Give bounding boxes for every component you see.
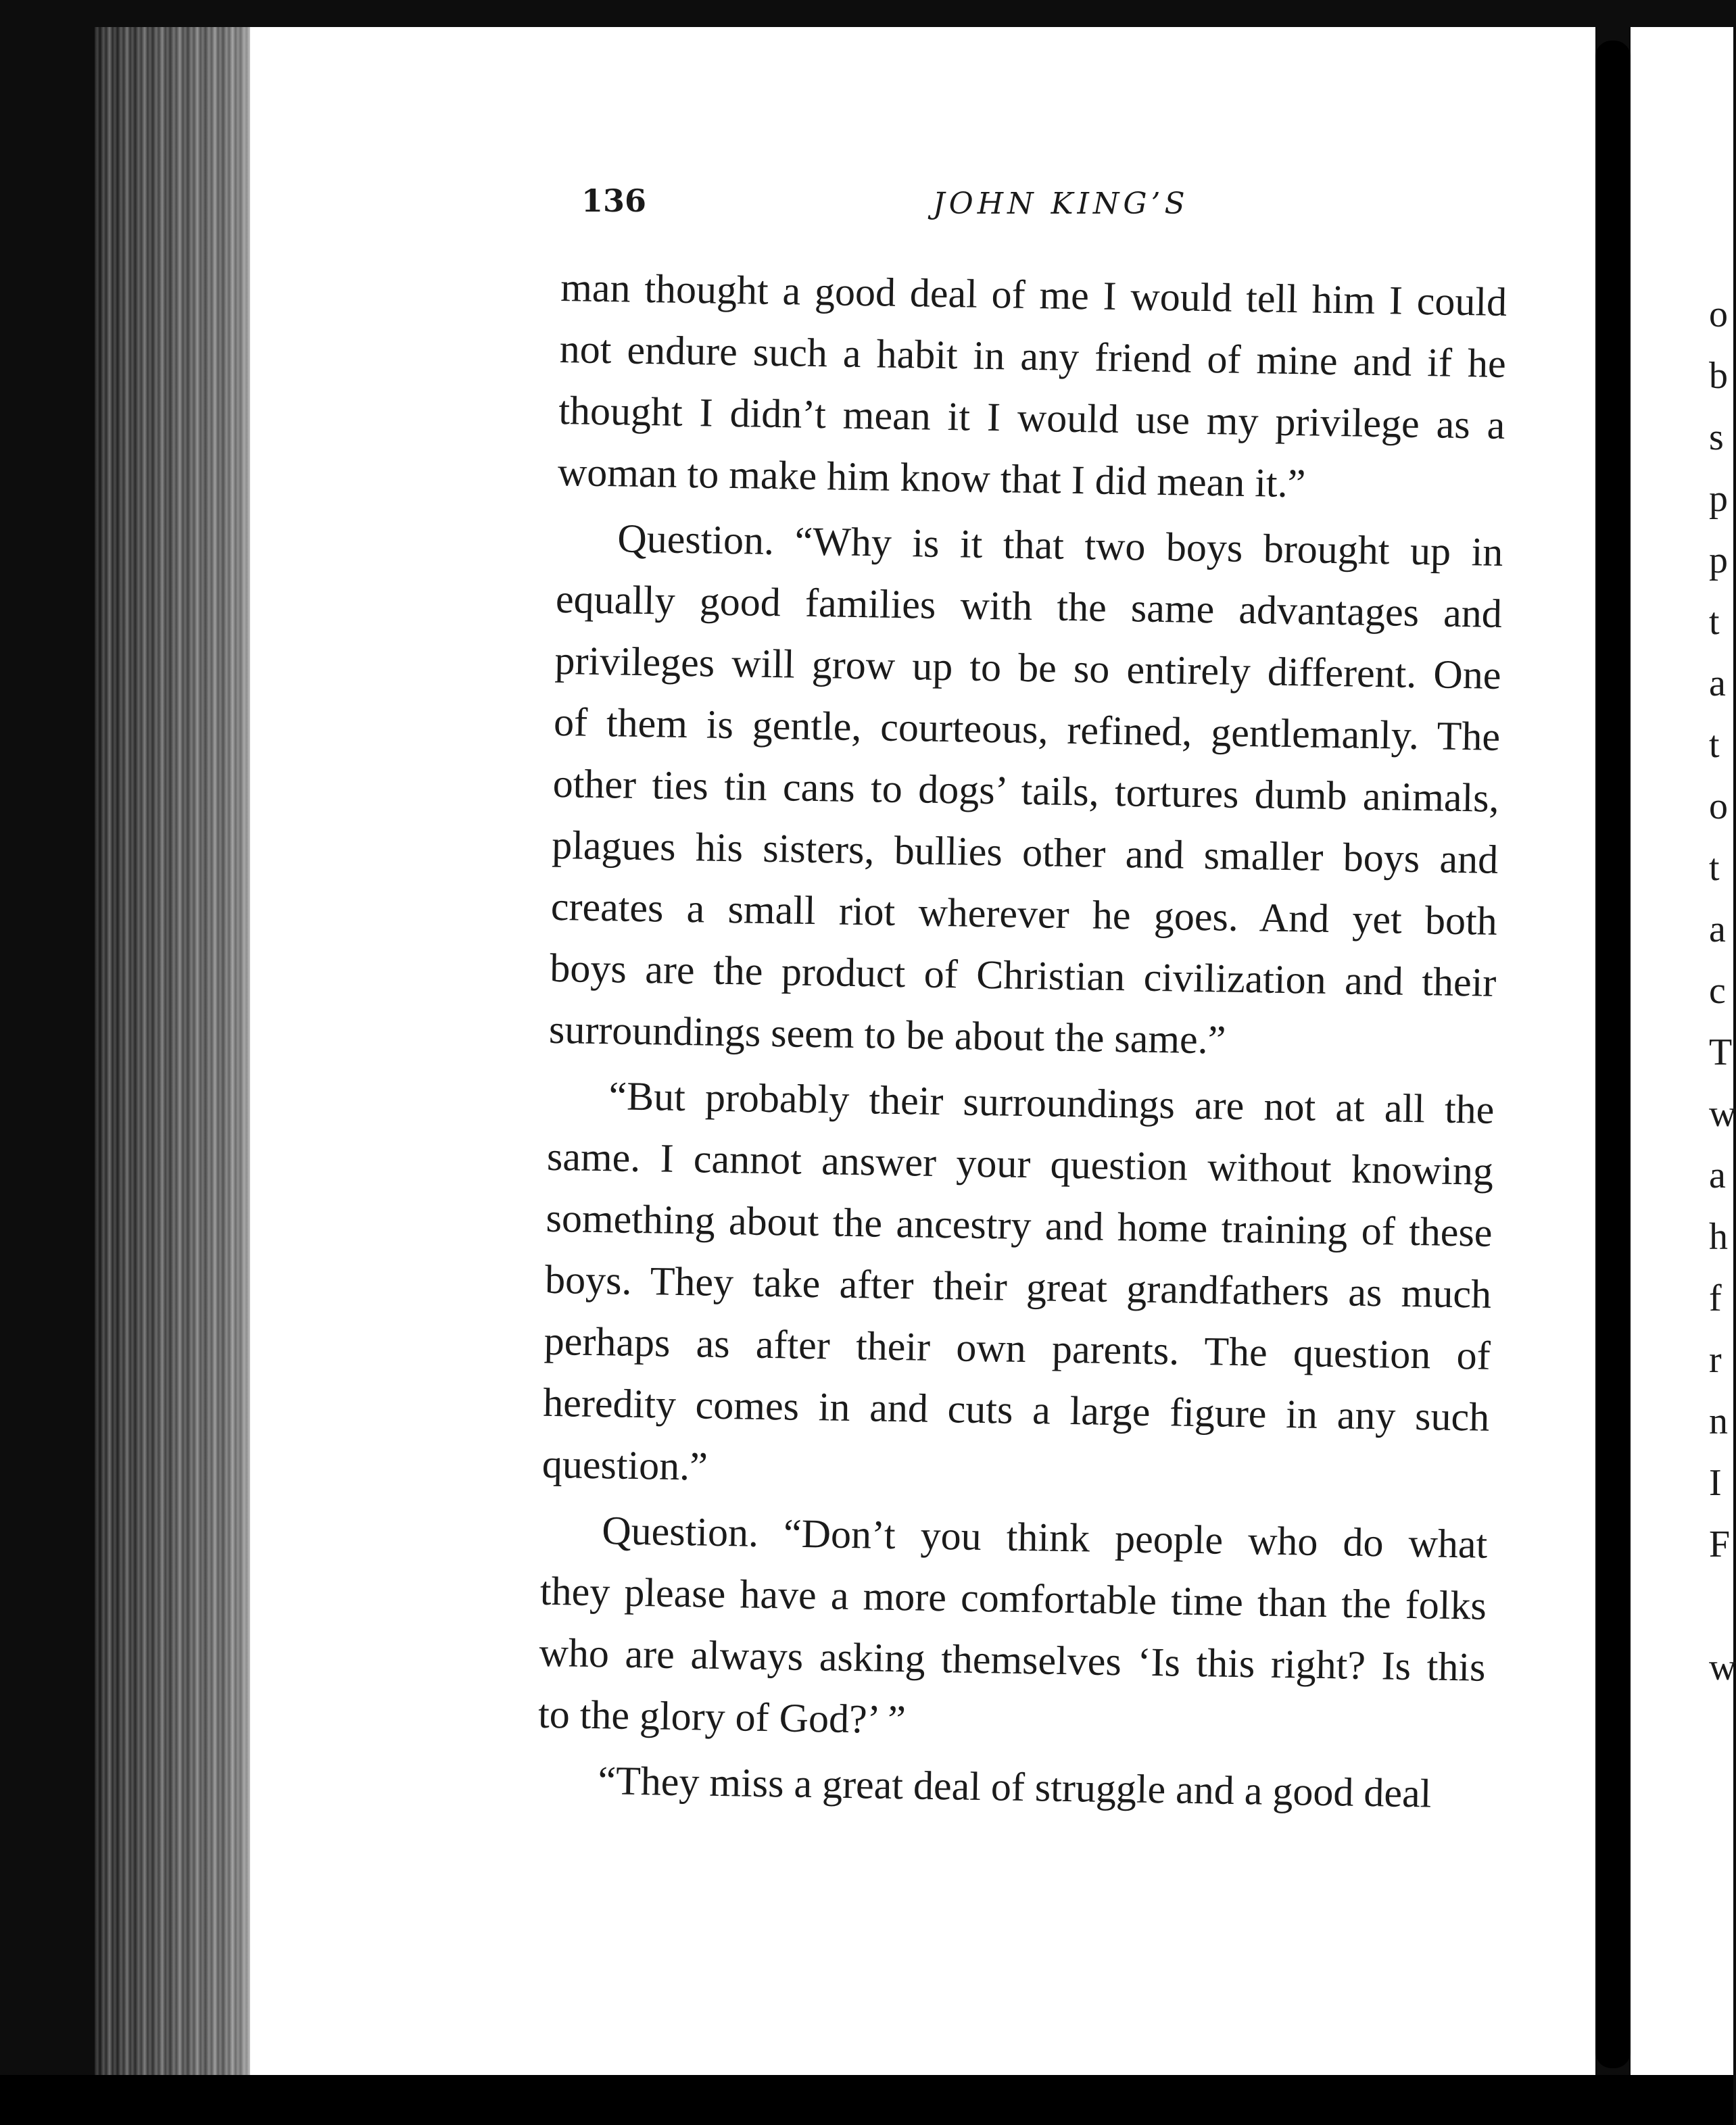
facing-letter: s — [1709, 416, 1724, 458]
text-line: thought I didn’t mean it I would use my privilege as a — [558, 387, 1505, 447]
facing-letter: t — [1709, 601, 1720, 643]
facing-letter: t — [1709, 847, 1720, 889]
text-line: equally good families with the same advantages and — [555, 576, 1503, 636]
facing-letter: o — [1709, 785, 1728, 827]
facing-letter: T — [1709, 1031, 1733, 1073]
facing-letter: b — [1709, 355, 1728, 397]
text-line: “They miss a great deal of struggle and a good deal — [598, 1758, 1432, 1816]
facing-letter: h — [1709, 1216, 1728, 1258]
text-line: they please have a more comfortable time than the folks — [539, 1568, 1487, 1628]
text-line: to the glory of God?’ ” — [537, 1691, 907, 1742]
facing-letter: F — [1709, 1523, 1731, 1565]
facing-letter: f — [1709, 1277, 1722, 1319]
facing-letter: I — [1709, 1462, 1722, 1504]
text-line: plagues his sisters, bullies other and smaller boys and — [551, 822, 1499, 882]
text-line: man thought a good deal of me I would tell him I could — [560, 264, 1508, 324]
book-gutter — [1595, 41, 1631, 2068]
scan-border — [0, 2075, 1733, 2125]
facing-letter: a — [1709, 1154, 1726, 1196]
facing-letter: t — [1709, 724, 1720, 766]
text-line: privileges will grow up to be so entirely different. One — [554, 637, 1501, 698]
text-line: who are always asking themselves ‘Is this right? Is this — [539, 1630, 1486, 1690]
facing-letter: p — [1709, 539, 1728, 581]
text-line: Question. “Why is it that two boys brought up in — [617, 516, 1503, 575]
facing-page-letters — [1709, 284, 1736, 1699]
facing-letter — [1709, 1576, 1733, 1637]
text-line: something about the ancestry and home training of these — [546, 1195, 1493, 1255]
page-number: 136 — [581, 182, 647, 219]
running-head — [581, 182, 1501, 237]
text-line: of them is gentle, courteous, refined, gentlemanly. The — [553, 699, 1501, 759]
text-line: boys are the product of Christian civilization and their — [549, 945, 1497, 1005]
facing-letter: a — [1709, 662, 1726, 704]
text-line: surroundings seem to be about the same.” — [548, 1006, 1226, 1062]
text-line: “But probably their surroundings are not at all the — [608, 1073, 1495, 1132]
facing-letter: w — [1709, 1646, 1736, 1688]
text-line: question.” — [541, 1441, 708, 1489]
text-line: woman to make him know that I did mean it.” — [557, 449, 1306, 506]
text-line: creates a small riot wherever he goes. And yet both — [550, 883, 1498, 944]
facing-letter: w — [1709, 1093, 1736, 1135]
facing-letter: r — [1709, 1339, 1722, 1381]
text-line: not endure such a habit in any friend of mine and if he — [559, 326, 1507, 386]
running-title: JOHN KING’S — [933, 187, 1189, 221]
text-line: boys. They take after their great grandfathers as much — [544, 1256, 1492, 1317]
body-text — [537, 257, 1508, 1826]
facing-letter: a — [1709, 908, 1726, 950]
text-line: heredity comes in and cuts a large figure in any such — [542, 1379, 1490, 1440]
text-line: other ties tin cans to dogs’ tails, tortures dumb animals, — [552, 760, 1500, 821]
page-edges — [95, 27, 257, 2075]
text-line: same. I cannot answer your question without knowing — [546, 1133, 1494, 1194]
facing-letter: p — [1709, 478, 1728, 520]
facing-letter: o — [1709, 293, 1728, 335]
text-line: Question. “Don’t you think people who do what — [601, 1508, 1488, 1567]
facing-letter: n — [1709, 1400, 1728, 1442]
facing-letter: c — [1709, 970, 1726, 1012]
text-line: perhaps as after their own parents. The question of — [544, 1318, 1491, 1378]
